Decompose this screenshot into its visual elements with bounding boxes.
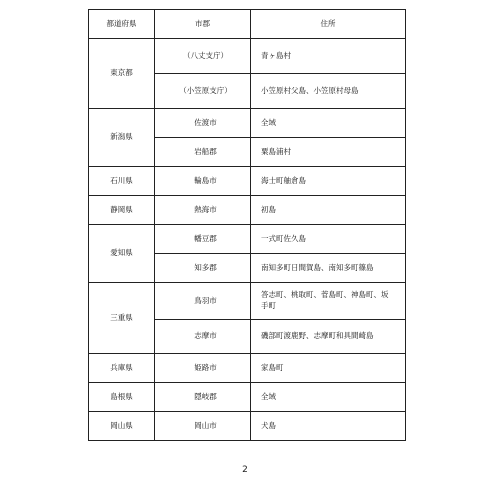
address-cell: 磯部町渡鹿野、志摩町和具間崎島 [251, 320, 406, 354]
address-cell: 初島 [251, 196, 406, 225]
prefecture-cell: 島根県 [89, 383, 155, 412]
address-cell: 犬島 [251, 412, 406, 441]
city-cell: 鳥羽市 [155, 283, 251, 320]
city-cell: 志摩市 [155, 320, 251, 354]
city-cell: 佐渡市 [155, 109, 251, 138]
table-row [89, 39, 406, 74]
city-cell: （小笠原支庁） [155, 74, 251, 109]
page-number: 2 [242, 465, 248, 475]
city-cell: 知多郡 [155, 254, 251, 283]
header-address: 住所 [251, 10, 406, 39]
address-cell: 海士町舳倉島 [251, 167, 406, 196]
city-cell: （八丈支庁） [155, 39, 251, 74]
address-cell: 青ヶ島村 [251, 39, 406, 74]
table-row [89, 283, 406, 320]
prefecture-cell: 岡山県 [89, 412, 155, 441]
header-city: 市郡 [155, 10, 251, 39]
city-cell: 幡豆郡 [155, 225, 251, 254]
prefecture-cell: 新潟県 [89, 109, 155, 167]
address-cell: 一式町佐久島 [251, 225, 406, 254]
city-cell: 隠岐郡 [155, 383, 251, 412]
address-cell: 南知多町日間賀島、南知多町篠島 [251, 254, 406, 283]
city-cell: 岡山市 [155, 412, 251, 441]
table-row [89, 412, 406, 441]
address-cell: 家島町 [251, 354, 406, 383]
table-header-row [89, 10, 406, 39]
table-row [89, 196, 406, 225]
table-row [89, 354, 406, 383]
city-cell: 熱海市 [155, 196, 251, 225]
table-row [89, 167, 406, 196]
prefecture-cell: 愛知県 [89, 225, 155, 283]
table-row [89, 225, 406, 254]
address-cell: 答志町、桃取町、菅島町、神島町、坂手町 [251, 283, 406, 320]
address-cell: 全域 [251, 383, 406, 412]
prefecture-cell: 兵庫県 [89, 354, 155, 383]
table-row [89, 109, 406, 138]
city-cell: 輪島市 [155, 167, 251, 196]
prefecture-cell: 三重県 [89, 283, 155, 354]
address-cell: 粟島浦村 [251, 138, 406, 167]
address-cell: 小笠原村父島、小笠原村母島 [251, 74, 406, 109]
address-table [88, 9, 406, 441]
table-row [89, 383, 406, 412]
city-cell: 岩船郡 [155, 138, 251, 167]
header-prefecture: 都道府県 [89, 10, 155, 39]
address-cell: 全域 [251, 109, 406, 138]
prefecture-cell: 静岡県 [89, 196, 155, 225]
city-cell: 姫路市 [155, 354, 251, 383]
prefecture-cell: 東京都 [89, 39, 155, 109]
prefecture-cell: 石川県 [89, 167, 155, 196]
